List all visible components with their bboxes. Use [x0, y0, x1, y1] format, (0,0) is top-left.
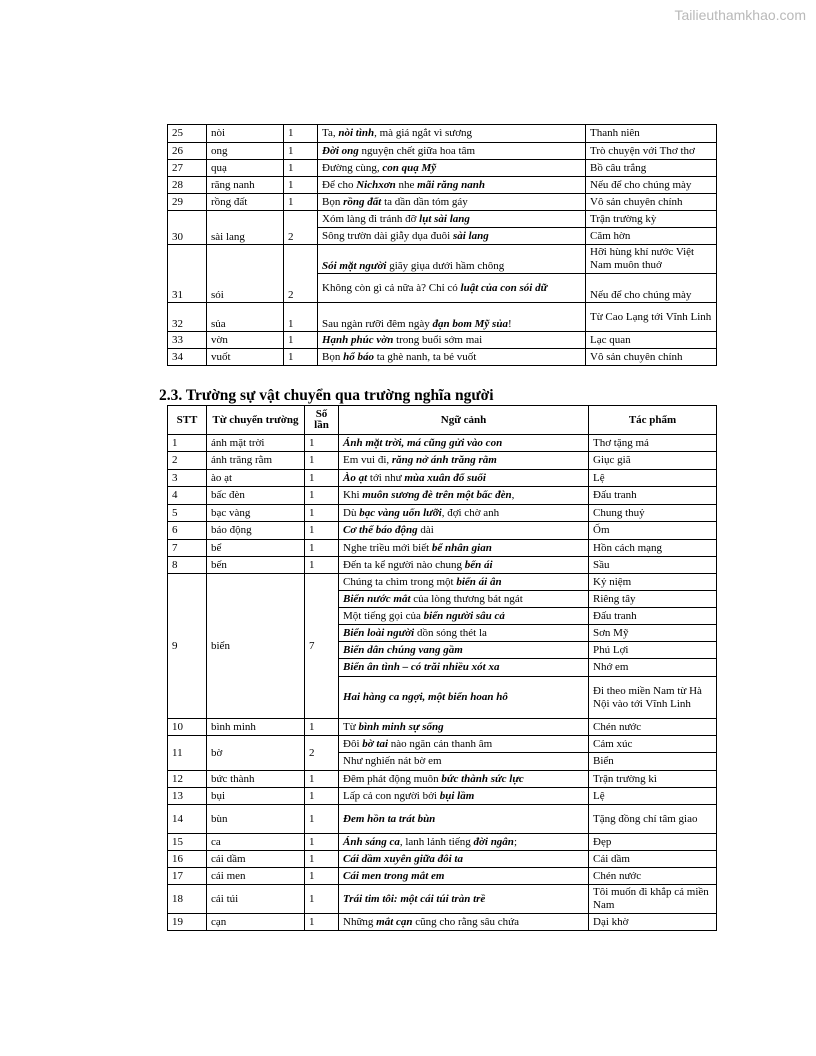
row-word: bờ: [207, 736, 305, 771]
row-work: Dại khờ: [589, 914, 717, 931]
row-work: Sầu: [589, 557, 717, 574]
row-word: ào ạt: [207, 470, 305, 487]
row-word: bấc đèn: [207, 487, 305, 505]
row-context: Xóm làng đi tránh đỡ lụt sài lang: [318, 211, 586, 228]
row-stt: 6: [168, 522, 207, 540]
row-count: 1: [284, 303, 318, 332]
row-context: Không còn gì cả nữa à? Chỉ có luật của con sói dữ: [318, 274, 586, 303]
table-row: [168, 522, 717, 540]
row-context: Ánh sáng ca, lanh lảnh tiếng đời ngân;: [339, 834, 589, 851]
row-word: rồng đất: [207, 194, 284, 211]
row-count: 1: [305, 771, 339, 788]
row-work: Tặng đồng chí tâm giao: [589, 805, 717, 834]
row-stt: 26: [168, 143, 207, 160]
row-context: Đời ong nguyện chết giữa hoa tâm: [318, 143, 586, 160]
table-row: [168, 805, 717, 834]
table-row: [168, 211, 717, 228]
row-count: 1: [305, 487, 339, 505]
row-word: cái dầm: [207, 851, 305, 868]
row-word: sói: [207, 245, 284, 303]
row-stt: 19: [168, 914, 207, 931]
row-count: 1: [284, 177, 318, 194]
row-count: 1: [305, 834, 339, 851]
row-work: Trò chuyện với Thơ thơ: [586, 143, 717, 160]
header-count: Số lần: [305, 406, 339, 435]
row-count: 1: [305, 557, 339, 574]
row-word: biển: [207, 574, 305, 719]
row-work: Đẹp: [589, 834, 717, 851]
row-work: Căm hờn: [586, 228, 717, 245]
row-word: ca: [207, 834, 305, 851]
row-work: Đấu tranh: [589, 608, 717, 625]
row-context: Lấp cả con người bởi bụi lầm: [339, 788, 589, 805]
row-context: Nghe triều mới biết bể nhân gian: [339, 540, 589, 557]
row-word: bình minh: [207, 719, 305, 736]
row-context: Cơ thể báo động dài: [339, 522, 589, 540]
row-word: bùn: [207, 805, 305, 834]
row-stt: 17: [168, 868, 207, 885]
row-count: 1: [305, 885, 339, 914]
section-heading: 2.3. Trường sự vật chuyển qua trường nghĩa người: [159, 387, 494, 404]
row-work: Chung thuỷ: [589, 505, 717, 522]
row-context: Đem hồn ta trát bùn: [339, 805, 589, 834]
row-work: Thanh niên: [586, 125, 717, 143]
row-word: ánh trăng rằm: [207, 452, 305, 470]
row-context: Đến ta kể người nào chung bến ái: [339, 557, 589, 574]
row-context: Hai hàng ca ngợi, một biển hoan hô: [339, 677, 589, 719]
row-work: Tôi muốn đi khắp cả miền Nam: [589, 885, 717, 914]
row-word: vuốt: [207, 349, 284, 366]
row-work: Kỷ niệm: [589, 574, 717, 591]
row-stt: 32: [168, 303, 207, 332]
row-stt: 10: [168, 719, 207, 736]
table-row: [168, 194, 717, 211]
row-context: Sông trườn dài giẫy dụa đuôi sài lang: [318, 228, 586, 245]
row-word: cái men: [207, 868, 305, 885]
row-stt: 8: [168, 557, 207, 574]
row-word: bể: [207, 540, 305, 557]
table-row: [168, 125, 717, 143]
row-context: Một tiếng gọi của biển người sâu cả: [339, 608, 589, 625]
row-count: 1: [284, 194, 318, 211]
row-word: vờn: [207, 332, 284, 349]
row-context: Dù bạc vàng uốn lưỡi, đợi chờ anh: [339, 505, 589, 522]
row-stt: 11: [168, 736, 207, 771]
row-stt: 9: [168, 574, 207, 719]
row-context: Biển loài người dồn sóng thét la: [339, 625, 589, 642]
row-count: 1: [284, 160, 318, 177]
row-work: Nếu để cho chúng mày: [586, 274, 717, 303]
row-stt: 18: [168, 885, 207, 914]
row-stt: 4: [168, 487, 207, 505]
row-work: Trận trường kì: [589, 771, 717, 788]
table-row: [168, 470, 717, 487]
row-context: Đêm phát động muôn bức thành sức lực: [339, 771, 589, 788]
row-stt: 33: [168, 332, 207, 349]
row-context: Cái dầm xuyên giữa đôi ta: [339, 851, 589, 868]
row-count: 1: [305, 435, 339, 452]
row-context: Khi muôn sương đè trên một bấc đèn,: [339, 487, 589, 505]
row-context: Biển dân chúng vang gầm: [339, 642, 589, 659]
row-context: Em vui đi, răng nở ánh trăng rằm: [339, 452, 589, 470]
table-row: [168, 332, 717, 349]
table-row: [168, 914, 717, 931]
row-work: Vô sản chuyên chính: [586, 349, 717, 366]
row-context: Hạnh phúc vờn trong buổi sớm mai: [318, 332, 586, 349]
row-context: Ánh mặt trời, má cũng gửi vào con: [339, 435, 589, 452]
row-work: Bồ câu trắng: [586, 160, 717, 177]
watermark: Tailieuthamkhao.com: [674, 7, 806, 23]
row-work: Đi theo miền Nam từ Hà Nội vào tới Vĩnh Linh: [589, 677, 717, 719]
row-count: 1: [284, 125, 318, 143]
row-word: sài lang: [207, 211, 284, 245]
row-work: Hồn cách mạng: [589, 540, 717, 557]
row-work: Chén nước: [589, 868, 717, 885]
table-row: [168, 487, 717, 505]
row-stt: 2: [168, 452, 207, 470]
row-stt: 1: [168, 435, 207, 452]
row-context: Để cho Nichxơn nhe mãi răng nanh: [318, 177, 586, 194]
row-word: cái túi: [207, 885, 305, 914]
row-count: 1: [305, 788, 339, 805]
row-count: 2: [305, 736, 339, 771]
table-row: [168, 771, 717, 788]
row-context: Biển nước mắt của lòng thương bát ngát: [339, 591, 589, 608]
header-stt: STT: [168, 406, 207, 435]
row-word: bức thành: [207, 771, 305, 788]
row-work: Lệ: [589, 470, 717, 487]
row-stt: 14: [168, 805, 207, 834]
row-work: Biển: [589, 753, 717, 771]
row-work: Thơ tặng má: [589, 435, 717, 452]
table-row: [168, 885, 717, 914]
row-stt: 5: [168, 505, 207, 522]
table-row: [168, 452, 717, 470]
row-context: Như nghiến nát bờ em: [339, 753, 589, 771]
table-row: [168, 868, 717, 885]
row-context: Bọn rồng đất ta dần dần tóm gáy: [318, 194, 586, 211]
row-word: nòi: [207, 125, 284, 143]
row-stt: 15: [168, 834, 207, 851]
row-context: Chúng ta chìm trong một biển ái ân: [339, 574, 589, 591]
row-work: Vô sản chuyên chính: [586, 194, 717, 211]
row-word: ánh mặt trời: [207, 435, 305, 452]
row-count: 1: [305, 540, 339, 557]
row-word: sủa: [207, 303, 284, 332]
table-row: [168, 245, 717, 274]
row-word: bụi: [207, 788, 305, 805]
row-count: 1: [305, 470, 339, 487]
table-row: [168, 435, 717, 452]
row-work: Ốm: [589, 522, 717, 540]
row-work: Trận trường kỳ: [586, 211, 717, 228]
row-context: Cái men trong mắt em: [339, 868, 589, 885]
row-context: Đường cùng, con quạ Mỹ: [318, 160, 586, 177]
row-work: Sơn Mỹ: [589, 625, 717, 642]
row-stt: 29: [168, 194, 207, 211]
row-work: Lệ: [589, 788, 717, 805]
row-count: 1: [305, 805, 339, 834]
row-count: 1: [305, 914, 339, 931]
row-work: Chén nước: [589, 719, 717, 736]
row-context: Đôi bờ tai nào ngăn cản thanh âm: [339, 736, 589, 753]
row-context: Ào ạt tới như mùa xuân đổ suối: [339, 470, 589, 487]
row-stt: 7: [168, 540, 207, 557]
row-count: 1: [305, 505, 339, 522]
row-context: Từ bình minh sự sống: [339, 719, 589, 736]
table-row: [168, 851, 717, 868]
table-row: [168, 834, 717, 851]
table-row: [168, 788, 717, 805]
row-stt: 28: [168, 177, 207, 194]
row-work: Nhớ em: [589, 659, 717, 677]
row-context: Những mắt cạn cũng cho rằng sâu chứa: [339, 914, 589, 931]
row-work: Riêng tây: [589, 591, 717, 608]
header-word: Từ chuyển trường: [207, 406, 305, 435]
row-work: Phú Lợi: [589, 642, 717, 659]
table-row: [168, 557, 717, 574]
row-count: 7: [305, 574, 339, 719]
words-table-animals: [167, 124, 717, 366]
row-stt: 25: [168, 125, 207, 143]
row-stt: 12: [168, 771, 207, 788]
row-count: 1: [305, 868, 339, 885]
header-work: Tác phẩm: [589, 406, 717, 435]
row-count: 1: [305, 522, 339, 540]
row-count: 1: [284, 332, 318, 349]
row-word: răng nanh: [207, 177, 284, 194]
row-count: 1: [284, 143, 318, 160]
row-stt: 34: [168, 349, 207, 366]
words-table-objects: [167, 405, 717, 931]
row-count: 2: [284, 245, 318, 303]
row-work: Lạc quan: [586, 332, 717, 349]
table-row: [168, 143, 717, 160]
row-context: Trái tim tôi: một cái túi tràn trề: [339, 885, 589, 914]
row-work: Giục giã: [589, 452, 717, 470]
row-count: 2: [284, 211, 318, 245]
row-work: Hỡi hùng khí nước Việt Nam muôn thuở: [586, 245, 717, 274]
row-count: 1: [305, 851, 339, 868]
table-row: [168, 160, 717, 177]
table-row: [168, 719, 717, 736]
row-word: báo động: [207, 522, 305, 540]
row-work: Cảm xúc: [589, 736, 717, 753]
row-context: Biển ân tình – có trăi nhiều xót xa: [339, 659, 589, 677]
table-row: [168, 303, 717, 332]
header-context: Ngữ cảnh: [339, 406, 589, 435]
row-work: Cái dầm: [589, 851, 717, 868]
row-stt: 13: [168, 788, 207, 805]
table-header-row: [168, 406, 717, 435]
row-context: Ta, nòi tình, mà giá ngắt vì sương: [318, 125, 586, 143]
row-context: Sói mặt người giãy giụa dưới hầm chông: [318, 245, 586, 274]
row-word: bến: [207, 557, 305, 574]
row-stt: 16: [168, 851, 207, 868]
row-work: Đấu tranh: [589, 487, 717, 505]
row-context: Bọn hổ báo ta ghè nanh, ta bẻ vuốt: [318, 349, 586, 366]
row-context: Sau ngàn rưỡi đêm ngày đạn bom Mỹ sủa!: [318, 303, 586, 332]
row-word: cạn: [207, 914, 305, 931]
row-stt: 27: [168, 160, 207, 177]
table-row: [168, 540, 717, 557]
row-stt: 31: [168, 245, 207, 303]
row-count: 1: [284, 349, 318, 366]
row-stt: 30: [168, 211, 207, 245]
row-work: Từ Cao Lạng tới Vĩnh Linh: [586, 303, 717, 332]
row-word: quạ: [207, 160, 284, 177]
table-row: [168, 349, 717, 366]
row-stt: 3: [168, 470, 207, 487]
table-row: [168, 505, 717, 522]
row-work: Nếu để cho chúng mày: [586, 177, 717, 194]
row-count: 1: [305, 452, 339, 470]
table-row: [168, 736, 717, 753]
table-row: [168, 177, 717, 194]
row-word: ong: [207, 143, 284, 160]
row-count: 1: [305, 719, 339, 736]
table-row: [168, 574, 717, 591]
row-word: bạc vàng: [207, 505, 305, 522]
